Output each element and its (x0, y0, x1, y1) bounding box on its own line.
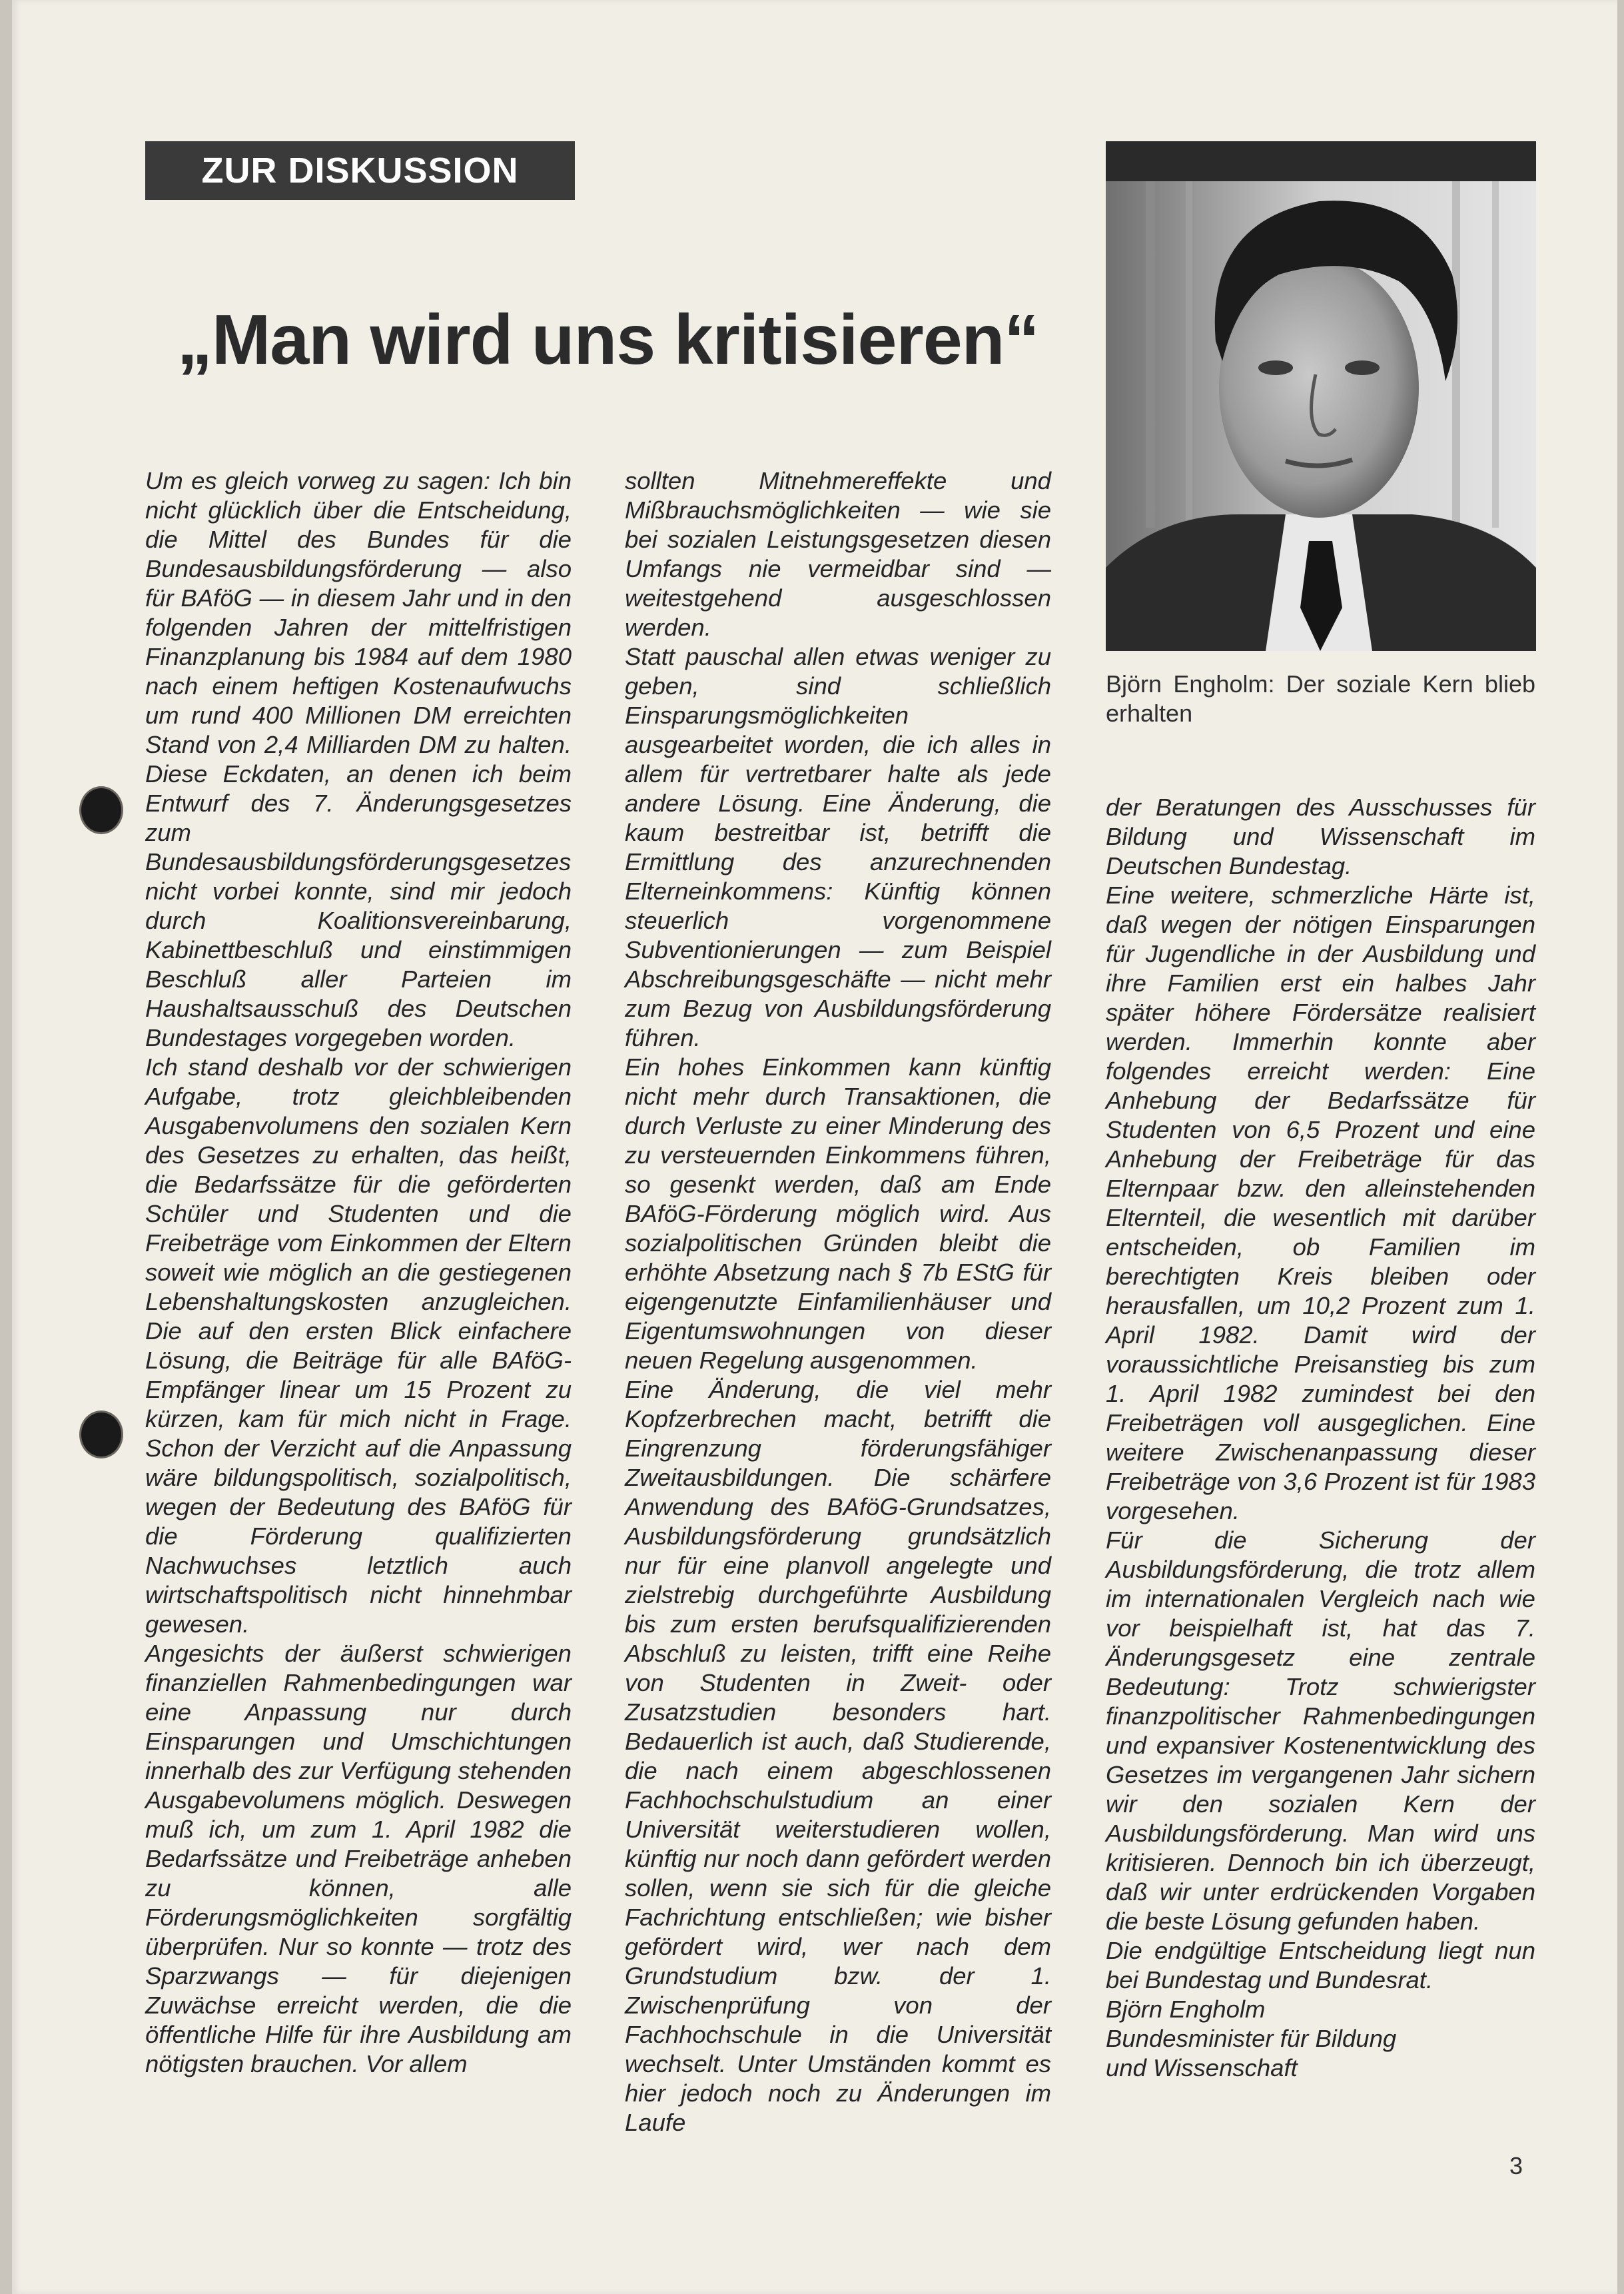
author-name: Björn Engholm (1106, 1996, 1266, 2023)
portrait-illustration (1106, 141, 1536, 651)
paragraph: Statt pauschal allen etwas weniger zu geben, sind schließlich Einsparungsmöglichkeiten ausgearbeitet worden, die ich alles in allem für vertretbarer halte als jede andere Lösung. Eine Änderung, die kaum bestreitbar ist, betrifft die Ermittlung des anzurechnenden Elterneinkommens: Künftig können steuerlich vorgenommene Subventionierungen — zum Beispiel Abschreibungsgeschäfte — nicht mehr zum Bezug von Ausbildungsförderung führen. (625, 643, 1051, 1051)
article-column-3 (1106, 793, 1535, 2083)
author-title: Bundesminister für Bildung (1106, 2025, 1397, 2052)
photo-caption: Björn Engholm: Der soziale Kern blieb erhalten (1106, 670, 1535, 727)
punch-hole (81, 788, 121, 832)
paragraph: Eine weitere, schmerzliche Härte ist, daß wegen der nötigen Einsparungen für Jugendliche in der Ausbildung und ihre Familien erst ein halbes Jahr später höhere Fördersätze realisiert werden. Immerhin konnte aber folgendes erreicht werden: Eine Anhebung der Bedarfssätze für Studenten von 6,5 Prozent und eine Anhebung der Freibeträge für das Elternpaar bzw. den alleinstehenden Elternteil, die wesentlich mit darüber entscheiden, ob Familien im berechtigten Kreis bleiben oder herausfallen, um 10,2 Prozent zum 1. April 1982. Damit wird der voraussichtliche Preisanstieg bis zum 1. April 1982 zumindest bei den Freibeträgen voll ausgeglichen. Eine weitere Zwischenanpassung dieser Freibeträge von 3,6 Prozent ist für 1983 vorgesehen. (1106, 881, 1535, 1524)
portrait-photo (1106, 141, 1536, 651)
page-number: 3 (1509, 2152, 1523, 2179)
author-signature (1106, 1995, 1535, 2083)
paragraph: Eine Änderung, die viel mehr Kopfzerbrechen macht, betrifft die Eingrenzung förderungsfähiger Zweitausbildungen. Die schärfere Anwendung des BAföG-Grundsatzes, Ausbildungsförderung grundsätzlich nur für eine planvoll angelegte und zielstrebig durchgeführte Ausbildung bis zum ersten berufsqualifizierenden Abschluß zu leisten, trifft eine Reihe von Studenten in Zweit- oder Zusatzstudien besonders hart. Bedauerlich ist auch, daß Studierende, die nach einem abgeschlossenen Fachhochschulstudium an einer Universität weiterstudieren wollen, künftig nur noch dann gefördert werden sollen, wenn sie sich für die gleiche Fachrichtung entschließen; wie bisher gefördert wird, wer nach dem Grundstudium bzw. der 1. Zwischenprüfung von der Fachhochschule in die Universität wechselt. Unter Umständen kommt es hier jedoch noch zu Änderungen im Laufe (625, 1376, 1051, 2136)
paragraph: der Beratungen des Ausschusses für Bildung und Wissenschaft im Deutschen Bundestag. (1106, 794, 1535, 879)
author-title: und Wissenschaft (1106, 2054, 1298, 2081)
paragraph: Ich stand deshalb vor der schwierigen Aufgabe, trotz gleichbleibenden Ausgabenvolumens den sozialen Kern des Gesetzes zu erhalten, das heißt, die Bedarfssätze für die geförderten Schüler und Studenten und die Freibeträge vom Einkommen der Eltern soweit wie möglich an die gestiegenen Lebenshaltungskosten anzugleichen. Die auf den ersten Blick einfachere Lösung, die Beiträge für alle BAföG-Empfänger linear um 15 Prozent zu kürzen, kam für mich nicht in Frage. Schon der Verzicht auf die Anpassung wäre bildungspolitisch, sozialpolitisch, wegen der Bedeutung des BAföG für die Förderung qualifizierten Nachwuchses letztlich auch wirtschaftspolitisch nicht hinnehmbar gewesen. (145, 1053, 572, 1638)
magazine-page (12, 0, 1617, 2294)
article-column-2 (625, 466, 1051, 2137)
paragraph: sollten Mitnehmereffekte und Mißbrauchsmöglichkeiten — wie sie bei sozialen Leistungsgesetzen diesen Umfangs nie vermeidbar sind — weitestgehend ausgeschlossen werden. (625, 467, 1051, 641)
paragraph: Für die Sicherung der Ausbildungsförderung, die trotz allem im internationalen Vergleich nach wie vor beispielhaft ist, hat das 7. Änderungsgesetz eine zentrale Bedeutung: Trotz schwierigster finanzpolitischer Rahmenbedingungen und expansiver Kostenentwicklung des Gesetzes im vergangenen Jahr sichern wir den sozialen Kern der Ausbildungsförderung. Man wird uns kritisieren. Dennoch bin ich überzeugt, daß wir unter erdrückenden Vorgaben die beste Lösung gefunden haben. (1106, 1526, 1535, 1935)
section-label: ZUR DISKUSSION (145, 141, 575, 200)
paragraph: Um es gleich vorweg zu sagen: Ich bin nicht glücklich über die Entscheidung, die Mittel des Bundes für die Bundesausbildungsförderung — also für BAföG — in diesem Jahr und in den folgenden Jahren der mittelfristigen Finanzplanung bis 1984 auf dem 1980 nach einem heftigen Kostenaufwuchs um rund 400 Millionen DM erreichten Stand von 2,4 Milliarden DM zu halten. Diese Eckdaten, an denen ich beim Entwurf des 7. Änderungsgesetzes zum Bundesausbildungsförderungsgesetzes nicht vorbei konnte, sind mir jedoch durch Koalitionsvereinbarung, Kabinettbeschluß und einstimmigen Beschluß aller Parteien im Haushaltsausschuß des Deutschen Bundestages vorgegeben worden. (145, 467, 572, 1051)
headline: „Man wird uns kritisieren“ (177, 300, 1039, 379)
article-column-1 (145, 466, 572, 2079)
paragraph: Die endgültige Entscheidung liegt nun bei Bundestag und Bundesrat. (1106, 1937, 1535, 1994)
punch-hole (81, 1413, 121, 1456)
paragraph: Ein hohes Einkommen kann künftig nicht mehr durch Transaktionen, die durch Verluste zu einer Minderung des zu versteuernden Einkommens führen, so gesenkt werden, daß am Ende BAföG-Förderung möglich wird. Aus sozialpolitischen Gründen bleibt die erhöhte Absetzung nach § 7b EStG für eigengenutzte Einfamilienhäuser und Eigentumswohnungen von dieser neuen Regelung ausgenommen. (625, 1053, 1051, 1374)
paragraph: Angesichts der äußerst schwierigen finanziellen Rahmenbedingungen war eine Anpassung nur durch Einsparungen und Umschichtungen innerhalb des zur Verfügung stehenden Ausgabevolumens möglich. Deswegen muß ich, um zum 1. April 1982 die Bedarfssätze und Freibeträge anheben zu können, alle Förderungsmöglichkeiten sorgfältig überprüfen. Nur so konnte — trotz des Sparzwangs — für diejenigen Zuwächse erreicht werden, die die öffentliche Hilfe für ihre Ausbildung am nötigsten brauchen. Vor allem (145, 1640, 572, 2077)
